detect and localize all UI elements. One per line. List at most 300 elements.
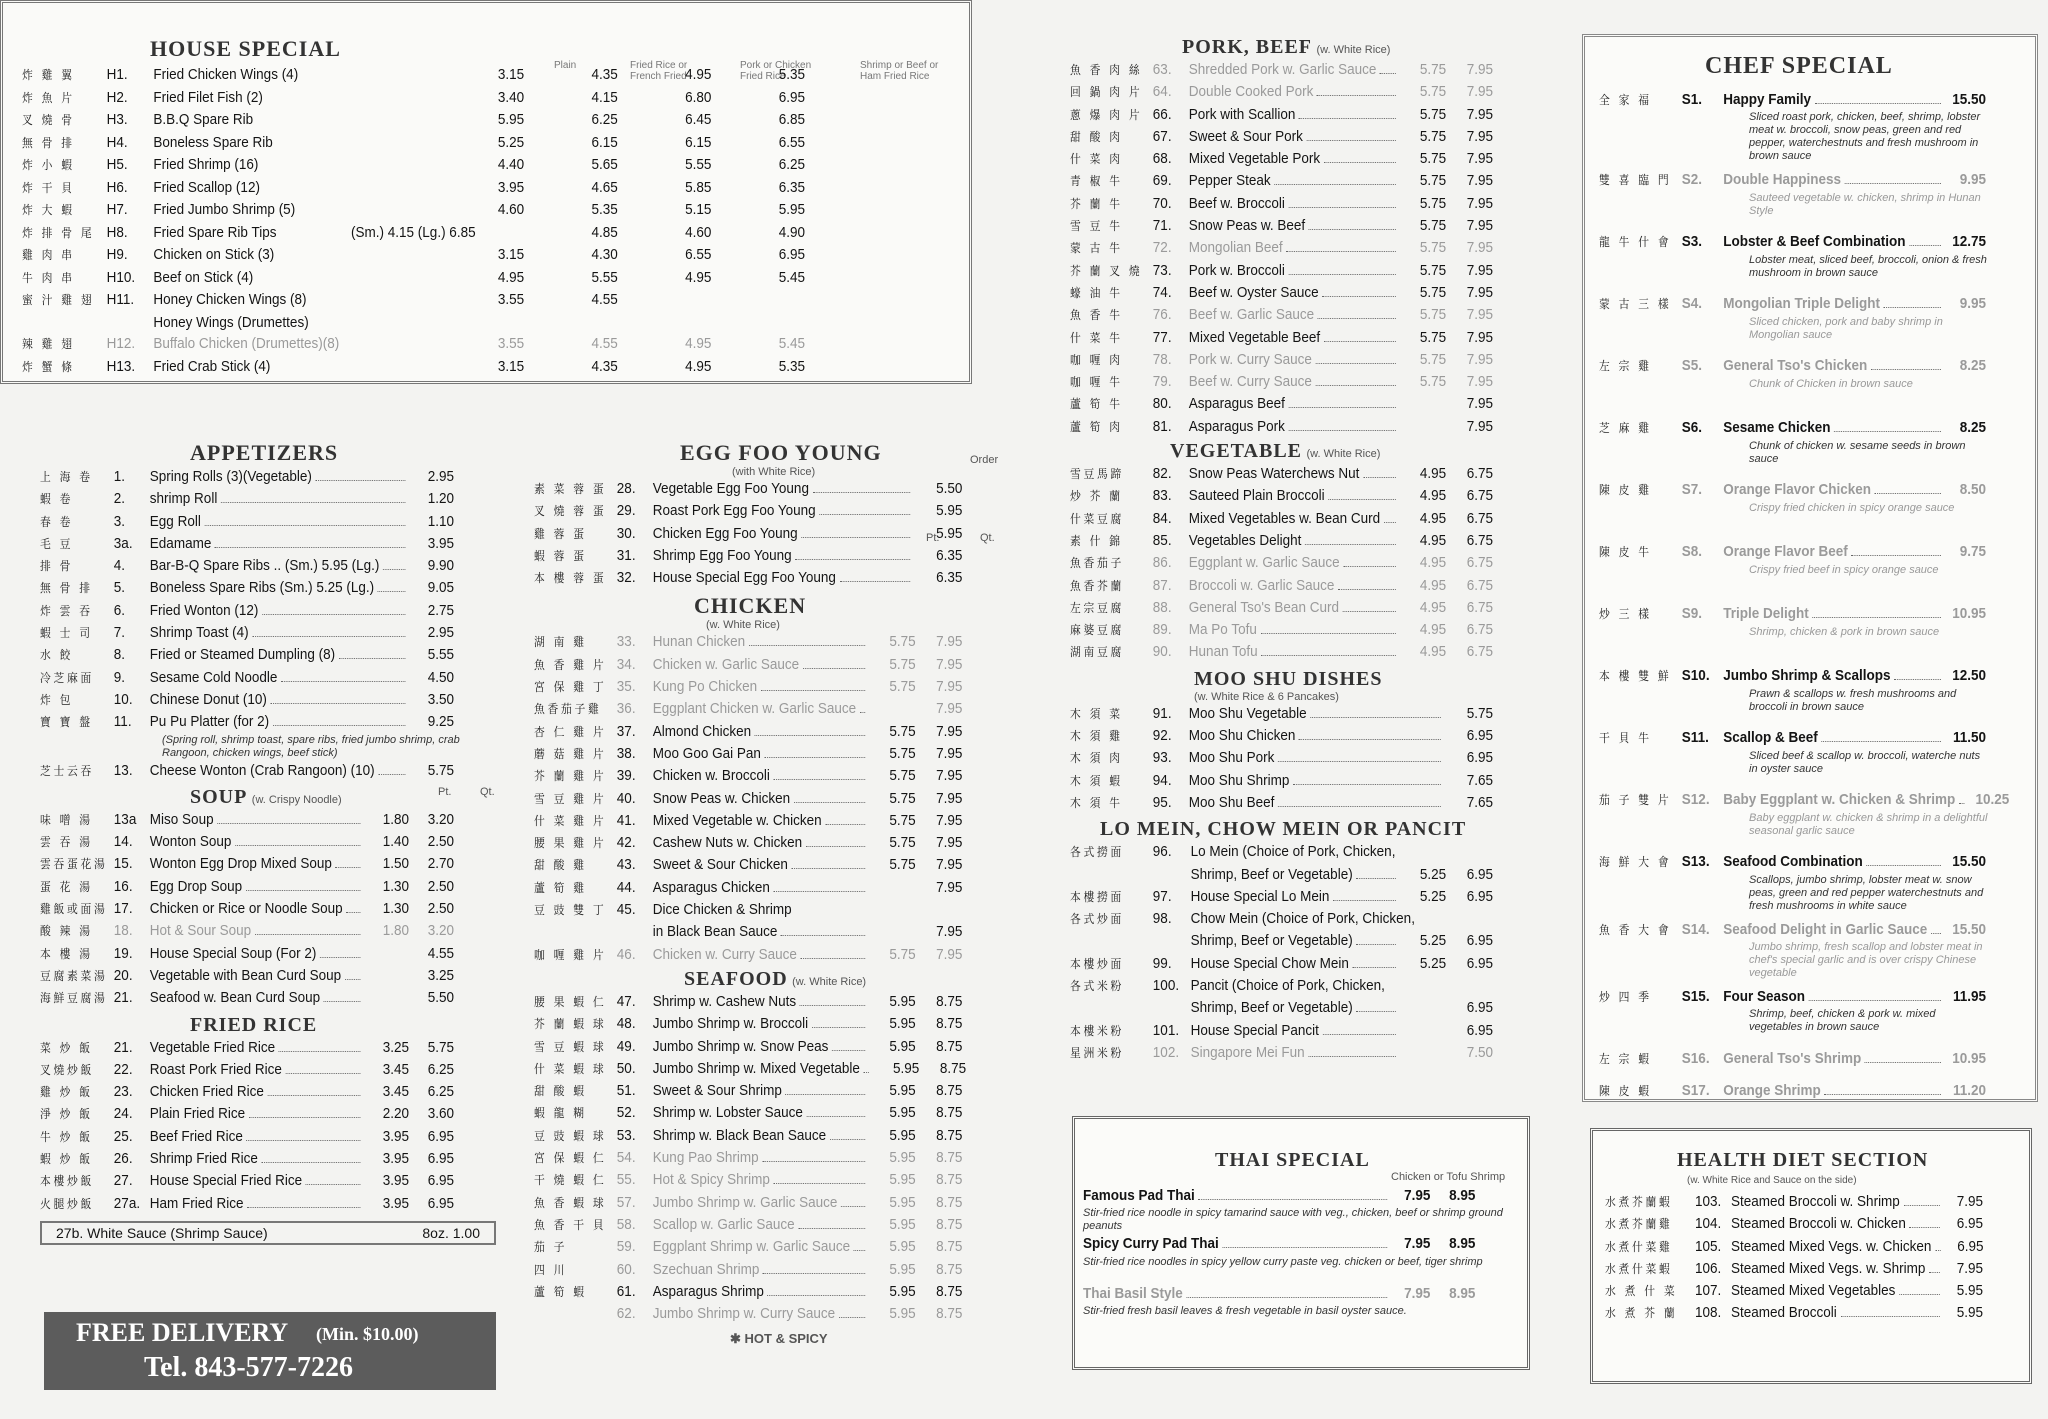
- item-price: 5.95: [1956, 1282, 1983, 1300]
- menu-item: [534, 810, 962, 832]
- item-name: Cheese Wonton (Crab Rangoon) (10): [149, 761, 375, 779]
- price-pint: 5.75: [889, 722, 916, 740]
- menu-item: [534, 1013, 962, 1035]
- leader-dots: [383, 569, 405, 570]
- platter-note: (Spring roll, shrimp toast, spare ribs, fried jumbo shrimp, crab Rangoon, chicken wings, beef stick): [162, 733, 460, 759]
- price-pint: 5.25: [1419, 887, 1447, 905]
- item-number: H1.: [106, 66, 128, 83]
- moo-shu-sub: (w. White Rice & 6 Pancakes): [1194, 690, 1339, 703]
- chef-item-row: [1599, 1080, 1986, 1102]
- leader-dots: [1317, 95, 1396, 96]
- item-number: 61.: [616, 1282, 636, 1300]
- menu-item: [1605, 1258, 1983, 1280]
- price-pint: 3.45: [382, 1060, 409, 1078]
- chinese-name: 雞飯或面湯: [40, 902, 108, 917]
- item-name: Egg Drop Soup: [149, 877, 243, 895]
- leader-dots: [1309, 229, 1396, 230]
- price-pint: 5.95: [889, 1104, 916, 1122]
- item-name: Chow Mein (Choice of Pork, Chicken,: [1190, 910, 1415, 928]
- item-price: 5.95: [936, 502, 963, 520]
- price-quart: 7.95: [1466, 150, 1493, 168]
- price-quart: 8.75: [936, 1282, 963, 1300]
- menu-item: [534, 788, 962, 810]
- item-number: 59.: [616, 1238, 636, 1256]
- price-pint: 3.95: [382, 1150, 409, 1168]
- item-number: 47.: [616, 992, 636, 1010]
- item-price: 9.95: [1959, 295, 1986, 313]
- lo-mein-list: [1070, 841, 1540, 1064]
- item-number: 104.: [1695, 1215, 1722, 1233]
- item-description: Chunk of Chicken in brown sauce: [1749, 377, 1913, 390]
- leader-dots: [345, 979, 361, 980]
- price-col-2: 4.85: [591, 223, 618, 241]
- price-quart: 7.95: [1466, 61, 1493, 78]
- leader-dots: [204, 525, 405, 526]
- leader-dots: [1824, 1094, 1941, 1095]
- price-col-4: 5.35: [778, 357, 805, 375]
- price-quart: 8.75: [936, 1037, 963, 1055]
- price-col-2: 4.15: [591, 88, 618, 106]
- menu-item: [40, 622, 454, 644]
- price-pint: 5.75: [1419, 328, 1447, 346]
- item-number: 46.: [616, 945, 636, 963]
- chinese-name: 咖 喱 牛: [1070, 375, 1123, 390]
- item-number: 69.: [1152, 172, 1172, 190]
- item-name: Wonton Egg Drop Mixed Soup: [149, 855, 332, 873]
- leader-dots: [1198, 1199, 1387, 1200]
- leader-dots: [1899, 1294, 1940, 1295]
- item-name: Scallop w. Garlic Sauce: [652, 1215, 795, 1233]
- item-number: 49.: [616, 1037, 636, 1055]
- item-price: 6.95: [1466, 749, 1493, 767]
- item-price: 11.20: [1952, 1081, 1986, 1099]
- menu-item: [40, 876, 454, 898]
- item-name: Snow Peas Waterchews Nut: [1188, 465, 1360, 483]
- item-number: 71.: [1152, 217, 1172, 235]
- price-quart: 8.75: [936, 1238, 963, 1256]
- item-name: General Tso's Chicken: [1723, 357, 1868, 375]
- item-number: 20.: [113, 966, 133, 984]
- item-price: 2.95: [427, 624, 454, 642]
- leader-dots: [1306, 140, 1395, 141]
- item-name: Chicken w. Curry Sauce: [652, 945, 797, 963]
- chinese-name: 回 鍋 肉 片: [1070, 85, 1143, 100]
- price-col-4: 6.95: [778, 246, 805, 263]
- menu-item: [1070, 597, 1493, 619]
- item-name: Chinese Donut (10): [149, 690, 267, 708]
- moo-shu-title: MOO SHU DISHES: [1194, 667, 1383, 690]
- chinese-name: 各式米粉: [1070, 978, 1125, 993]
- item-name: Singapore Mei Fun: [1190, 1043, 1305, 1061]
- price-pint: 4.95: [1419, 621, 1447, 639]
- item-name: Moo Goo Gai Pan: [652, 744, 761, 762]
- delivery-phone: Tel. 843-577-7226: [144, 1352, 353, 1383]
- leader-dots: [217, 823, 360, 824]
- price-pint: 4.95: [1419, 554, 1447, 572]
- item-number: H9.: [106, 246, 128, 263]
- price-pint: 5.95: [889, 1305, 916, 1323]
- item-price: 7.95: [1956, 1193, 1983, 1210]
- chinese-name: 炸 包: [40, 692, 74, 707]
- menu-item: [1070, 104, 1493, 126]
- leader-dots: [285, 1073, 360, 1074]
- menu-item: [534, 1281, 962, 1303]
- item-price: 5.50: [936, 480, 963, 497]
- chef-item-row: [1599, 789, 2010, 811]
- price-pint: 5.95: [889, 1215, 916, 1233]
- item-description: Shrimp, beef, chicken & pork w. mixed vegetables in brown sauce: [1749, 1008, 1936, 1034]
- item-name: Shrimp, Beef or Vegetable): [1190, 865, 1353, 883]
- price-quart: 7.95: [1466, 328, 1493, 346]
- item-number: 60.: [616, 1260, 636, 1278]
- chinese-name: 魚香芥蘭: [1070, 578, 1125, 593]
- leader-dots: [762, 1161, 865, 1162]
- item-number: 102.: [1152, 1043, 1180, 1061]
- leader-dots: [1931, 933, 1941, 934]
- leader-dots: [1305, 544, 1396, 545]
- leader-dots: [832, 1050, 865, 1051]
- item-name: Eggplant w. Garlic Sauce: [1188, 554, 1340, 572]
- price-col-1: 5.95: [497, 111, 525, 128]
- chinese-name: 左 宗 蝦: [1599, 1051, 1652, 1066]
- chinese-name: 雞 蓉 蛋: [534, 526, 587, 541]
- price-quart: 6.75: [1466, 465, 1493, 483]
- item-name: Beef w. Garlic Sauce: [1188, 306, 1315, 324]
- item-number: 21.: [113, 1038, 133, 1056]
- leader-dots: [339, 658, 406, 659]
- price-col-3: 4.95: [685, 357, 712, 375]
- price-col-3: 6.55: [685, 246, 712, 263]
- item-name: Bar-B-Q Spare Ribs .. (Sm.) 5.95 (Lg.): [149, 557, 380, 575]
- item-description: Crispy fried beef in spicy orange sauce: [1749, 563, 1939, 576]
- chinese-name: 木 須 牛: [1070, 795, 1123, 810]
- menu-item: [40, 511, 454, 533]
- leader-dots: [781, 935, 865, 936]
- soup-title: SOUP: [190, 785, 248, 808]
- price-pint: 5.75: [1419, 105, 1447, 123]
- price-quart: 7.95: [936, 767, 963, 785]
- item-name: Honey Chicken Wings (8): [153, 291, 307, 308]
- menu-item: [40, 533, 454, 555]
- menu-item: [1070, 725, 1493, 747]
- health-sub: (w. White Rice and Sauce on the side): [1687, 1175, 1857, 1186]
- leader-dots: [267, 1095, 360, 1096]
- lo-mein-header: [1100, 818, 1540, 841]
- item-number: 90.: [1152, 643, 1172, 661]
- price-quart: 7.95: [936, 678, 963, 696]
- price-shrimp: 8.95: [1449, 1187, 1476, 1204]
- vegetable-header: [1170, 440, 1540, 463]
- chinese-name: 淨 炒 飯: [40, 1107, 93, 1122]
- price-pint: 5.75: [1419, 127, 1447, 145]
- price-quart: 6.75: [1466, 621, 1493, 639]
- price-pint: 5.75: [889, 633, 916, 651]
- menu-item: [1070, 575, 1493, 597]
- menu-item: [1070, 641, 1493, 663]
- house-special-title: HOUSE SPECIAL: [150, 36, 341, 61]
- item-name: Beef Fried Rice: [149, 1127, 243, 1145]
- menu-item: [40, 831, 454, 853]
- item-name: Jumbo Shrimp w. Curry Sauce: [652, 1305, 836, 1323]
- item-price: 9.75: [1959, 543, 1986, 561]
- leader-dots: [246, 890, 361, 891]
- price-pint: 2.20: [382, 1105, 409, 1123]
- price-quart: 5.75: [427, 1038, 454, 1056]
- leader-dots: [336, 867, 361, 868]
- price-quart: 7.95: [1466, 417, 1493, 435]
- leader-dots: [1322, 296, 1396, 297]
- chinese-name: 排 骨: [40, 559, 74, 574]
- price-quart: 8.75: [936, 1193, 963, 1211]
- item-name: Fried Spare Rib Tips: [153, 223, 277, 241]
- item-name: shrimp Roll: [149, 490, 218, 508]
- leader-dots: [1299, 739, 1441, 740]
- leader-dots: [1261, 655, 1396, 656]
- leader-dots: [279, 1051, 361, 1052]
- item-number: S3.: [1681, 233, 1703, 251]
- chicken-list: [534, 631, 1010, 965]
- item-name: Spicy Curry Pad Thai: [1083, 1235, 1219, 1253]
- chinese-name: 味 噌 湯: [40, 812, 93, 827]
- chinese-name: 蝦 卷: [40, 492, 74, 507]
- appetizer-13: [40, 760, 500, 782]
- leader-dots: [215, 547, 405, 548]
- menu-item: [534, 654, 962, 676]
- item-name: House Special Fried Rice: [149, 1172, 303, 1190]
- leader-dots: [798, 1228, 865, 1229]
- leader-dots: [1293, 784, 1441, 785]
- chinese-name: 蝦 蓉 蛋: [534, 548, 587, 563]
- leader-dots: [249, 1117, 361, 1118]
- item-name: House Special Soup (For 2): [149, 944, 317, 962]
- chinese-name: 木 須 菜: [1070, 706, 1123, 721]
- leader-dots: [800, 958, 865, 959]
- price-quart: 8.75: [936, 1126, 963, 1144]
- item-description: Shrimp, chicken & pork in brown sauce: [1749, 625, 1940, 638]
- item-name: Mongolian Beef: [1188, 239, 1283, 257]
- item-number: 58.: [616, 1215, 636, 1233]
- item-number: 8.: [113, 646, 126, 664]
- menu-item: [1070, 508, 1493, 530]
- item-number: 86.: [1152, 554, 1172, 572]
- price-col-3: 5.85: [685, 178, 712, 196]
- item-price: 12.50: [1952, 667, 1986, 685]
- leader-dots: [1845, 183, 1941, 184]
- chinese-name: 魚香茄子: [1070, 556, 1125, 571]
- chinese-name: 本 樓 雙 鮮: [1599, 669, 1672, 684]
- item-name: Broccoli w. Garlic Sauce: [1188, 576, 1335, 594]
- price-quart: 6.75: [1466, 531, 1493, 549]
- price-quart: 7.95: [936, 834, 963, 852]
- price-pint: 5.75: [889, 655, 916, 673]
- price-col-3: 4.60: [685, 223, 712, 241]
- item-number: 16.: [113, 877, 133, 895]
- item-name: Shrimp w. Black Bean Sauce: [652, 1126, 827, 1144]
- item-number: 82.: [1152, 465, 1172, 483]
- chinese-name: 寶 寶 盤: [40, 715, 93, 730]
- item-name: Double Happiness: [1723, 171, 1841, 189]
- chef-item-row: [1599, 603, 1986, 625]
- leader-dots: [281, 681, 405, 682]
- price-chicken: 7.95: [1404, 1187, 1431, 1204]
- price-pint: 5.75: [889, 856, 916, 874]
- item-number: 57.: [616, 1193, 636, 1211]
- price-pint: 4.95: [1419, 509, 1447, 527]
- leader-dots: [755, 735, 866, 736]
- leader-dots: [1286, 251, 1396, 252]
- item-number: 11.: [113, 713, 132, 731]
- menu-item: [1070, 792, 1493, 814]
- price-quart: 7.95: [936, 655, 963, 673]
- chinese-name: 湖南豆腐: [1070, 645, 1125, 660]
- item-number: 48.: [616, 1015, 636, 1033]
- item-price: 6.35: [936, 546, 963, 564]
- price-col-2: 5.55: [591, 268, 618, 286]
- chinese-name: 海 鮮 大 會: [1599, 855, 1672, 870]
- chinese-name: 春 卷: [40, 514, 74, 529]
- menu-item: [1070, 908, 1493, 930]
- house-special-item: [22, 154, 859, 177]
- chinese-name: 魚 香 雞 片: [534, 657, 607, 672]
- price-col-2: 5.65: [591, 156, 618, 173]
- chinese-name: 茄 子 雙 片: [1599, 793, 1672, 808]
- item-name: Pepper Steak: [1188, 172, 1271, 190]
- chicken-title: CHICKEN: [694, 593, 807, 619]
- price-quart: 2.50: [427, 900, 454, 918]
- price-col-2: 4.30: [591, 246, 618, 263]
- menu-item: [40, 689, 454, 711]
- chef-special-item: [1599, 355, 2029, 411]
- chinese-name: 蒙 古 三 樣: [1599, 297, 1672, 312]
- item-description: Sliced beef & scallop w. broccoli, waterche nuts in oyster sauce: [1749, 749, 1981, 775]
- item-number: S4.: [1681, 295, 1703, 313]
- chinese-name: 炸 大 蝦: [22, 203, 75, 217]
- item-description: Stir-fried rice noodle in spicy tamarind sauce with veg., chicken, beef or shrimp ground peanuts: [1083, 1207, 1503, 1233]
- item-name: Edamame: [149, 534, 212, 552]
- leader-dots: [813, 492, 911, 493]
- menu-item: [534, 1058, 967, 1080]
- item-number: S5.: [1681, 357, 1703, 375]
- chef-title: CHEF SPECIAL: [1705, 53, 1893, 79]
- price-pint: 5.95: [889, 1037, 916, 1055]
- item-name: Chicken Egg Foo Young: [652, 524, 798, 542]
- item-number: 99.: [1152, 954, 1172, 972]
- chinese-name: 辣 雞 翅: [22, 337, 75, 351]
- leader-dots: [1834, 431, 1941, 432]
- item-number: 13.: [113, 761, 133, 779]
- chinese-name: 甜 酸 雞: [534, 858, 587, 873]
- item-number: 3a.: [113, 534, 133, 552]
- price-pint: 5.75: [1419, 306, 1447, 324]
- price-col-1: 3.15: [497, 66, 525, 83]
- leader-dots: [1894, 679, 1941, 680]
- menu-item: [1070, 327, 1493, 349]
- item-number: 29.: [616, 502, 636, 520]
- menu-item: [1070, 416, 1493, 438]
- item-number: 66.: [1152, 105, 1172, 123]
- price-pint: 5.75: [1419, 194, 1447, 212]
- chinese-name: 菜 炒 飯: [40, 1040, 93, 1055]
- item-name: Fried Shrimp (16): [153, 156, 259, 173]
- item-name: Pancit (Choice of Pork, Chicken,: [1190, 976, 1385, 994]
- house-special-item: [22, 222, 859, 245]
- item-number: 9.: [113, 668, 126, 686]
- leader-dots: [221, 502, 405, 503]
- item-name: Lo Mein (Choice of Pork, Chicken,: [1190, 843, 1396, 861]
- price-col-2: 6.15: [591, 133, 618, 151]
- menu-item: [1605, 1191, 1983, 1213]
- item-name: Mixed Vegetable Beef: [1188, 328, 1321, 346]
- chef-item-row: [1599, 986, 1986, 1008]
- chef-item-row: [1599, 169, 1986, 191]
- price-col-2: 4.55: [591, 291, 618, 308]
- chef-item-row: [1599, 479, 1986, 501]
- efy-title: EGG FOO YOUNG: [680, 440, 882, 465]
- item-number: 70.: [1152, 194, 1172, 212]
- item-name: Dice Chicken & Shrimp: [652, 901, 792, 919]
- price-quart: 7.95: [936, 878, 963, 896]
- price-pint: 3.95: [382, 1194, 409, 1212]
- item-price: 6.95: [1956, 1215, 1983, 1233]
- price-pint: 5.75: [1419, 373, 1447, 391]
- menu-item: [1070, 463, 1493, 485]
- price-col-3: 4.95: [685, 66, 712, 83]
- item-number: 7.: [113, 624, 126, 642]
- item-name: Moo Shu Chicken: [1188, 727, 1296, 745]
- item-name: Hunan Chicken: [652, 633, 746, 651]
- leader-dots: [1840, 1316, 1939, 1317]
- menu-item: [534, 743, 962, 765]
- price-pint: 5.75: [889, 789, 916, 807]
- menu-item: [1070, 841, 1493, 863]
- chinese-name: 炒 芥 蘭: [1070, 489, 1123, 504]
- chinese-name: 雲 吞 湯: [40, 835, 93, 850]
- chinese-name: 麻婆豆腐: [1070, 623, 1125, 638]
- item-description: Crispy fried chicken in spicy orange sauce: [1749, 501, 1955, 514]
- item-name: Moo Shu Vegetable: [1188, 704, 1307, 722]
- price-quart: 7.95: [1466, 261, 1493, 279]
- price-quart: 6.95: [427, 1150, 454, 1168]
- item-number: S1.: [1681, 91, 1703, 108]
- item-number: 76.: [1152, 306, 1172, 324]
- white-sauce-price: 8oz. 1.00: [422, 1224, 480, 1241]
- price-quart: 4.55: [427, 944, 454, 962]
- menu-item: [534, 567, 962, 589]
- item-number: 27.: [113, 1172, 133, 1190]
- chinese-name: 芝 麻 雞: [1599, 421, 1652, 436]
- chinese-name: 蒙 古 牛: [1070, 241, 1123, 256]
- item-name: Lobster & Beef Combination: [1723, 233, 1906, 251]
- chinese-name: 芝士云吞: [40, 763, 95, 778]
- chinese-name: 牛 肉 串: [22, 270, 75, 285]
- chinese-name: 什 菜 肉: [1070, 152, 1123, 167]
- chinese-name: 陳 皮 牛: [1599, 545, 1652, 560]
- item-number: 42.: [616, 834, 636, 852]
- item-number: 53.: [616, 1126, 636, 1144]
- leader-dots: [378, 591, 406, 592]
- price-pint: 4.95: [1419, 643, 1447, 661]
- menu-item: [40, 760, 454, 782]
- menu-item: [534, 921, 962, 943]
- chinese-name: 雪 豆 雞 片: [534, 791, 607, 806]
- price-col-1: 3.15: [497, 246, 525, 263]
- item-number: 89.: [1152, 621, 1172, 639]
- item-price: 3.50: [427, 690, 454, 708]
- chef-item-row: [1599, 355, 1986, 377]
- item-number: 35.: [616, 678, 636, 696]
- leader-dots: [1929, 1272, 1940, 1273]
- item-number: 81.: [1152, 417, 1172, 435]
